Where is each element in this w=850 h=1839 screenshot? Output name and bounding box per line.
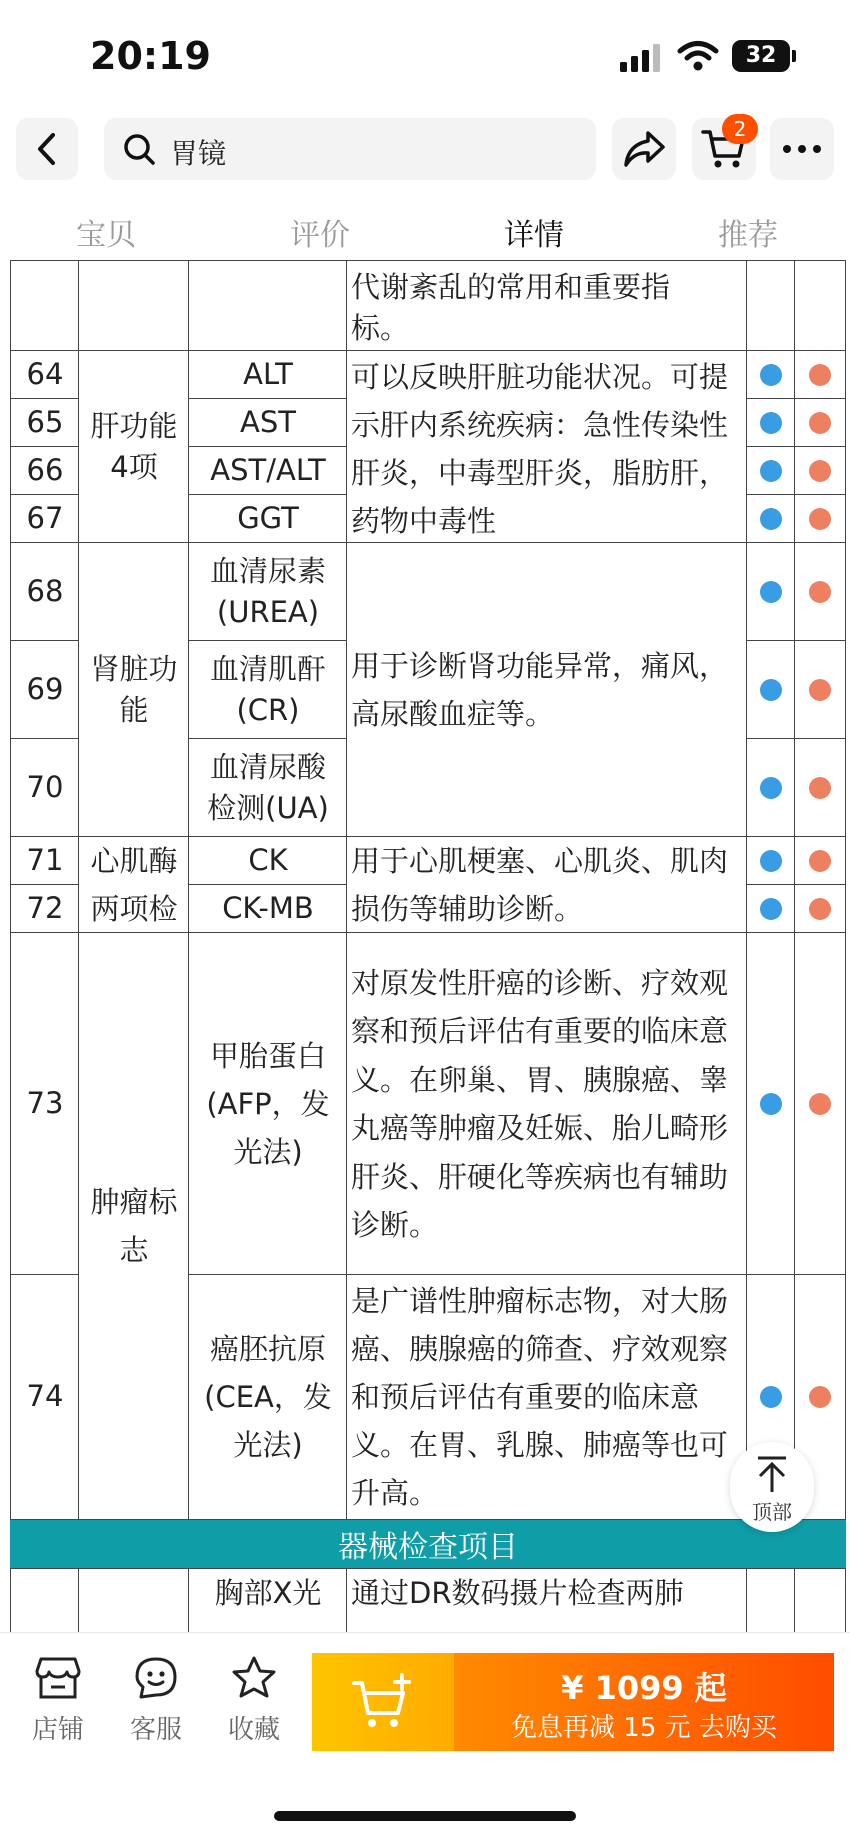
chevron-left-icon: [32, 132, 62, 166]
blue-dot: [760, 1386, 782, 1408]
row-number: 68: [10, 542, 80, 642]
table-cell: [188, 260, 348, 352]
share-icon: [622, 129, 666, 169]
blue-dot: [760, 460, 782, 482]
dot-cell: [794, 446, 846, 496]
item-name: 血清尿酸 检测(UA): [188, 738, 348, 838]
blue-dot: [760, 412, 782, 434]
detail-content: [0, 269, 850, 1632]
row-number: 72: [10, 884, 80, 934]
battery-indicator: 32: [732, 40, 790, 72]
group-tumor: 肿瘤标 志: [78, 932, 190, 1520]
dot-cell: [794, 398, 846, 448]
search-text: 胃镜: [170, 137, 227, 170]
dot-cell: [746, 542, 796, 642]
status-bar: [0, 0, 850, 110]
row-number: 73: [10, 932, 80, 1276]
home-indicator: [274, 1811, 576, 1821]
blue-dot: [760, 679, 782, 701]
dot-cell: [746, 350, 796, 400]
search-bar[interactable]: [104, 118, 596, 180]
dot-cell: [746, 640, 796, 740]
dot-cell: [746, 494, 796, 544]
group-kidney: 肾脏功 能: [78, 542, 190, 838]
add-to-cart-button[interactable]: [312, 1653, 454, 1751]
orange-dot: [809, 364, 831, 386]
item-name: 血清肌酐 (CR): [188, 640, 348, 740]
dot-cell: [794, 542, 846, 642]
desc-heart: 用于心肌梗塞、心肌炎、肌肉损伤等辅助诊断。: [346, 836, 748, 934]
price-label: ¥ 1099 起: [561, 1669, 727, 1707]
dot-cell: [794, 640, 846, 740]
item-name: 甲胎蛋白 (AFP，发 光法): [188, 932, 348, 1276]
table-cell: [746, 260, 796, 352]
blue-dot: [760, 581, 782, 603]
top-nav: [0, 118, 850, 182]
battery-tip: [792, 50, 796, 62]
item-name: AST: [188, 398, 348, 448]
back-to-top-label: 顶部: [752, 1500, 792, 1524]
item-name: CK: [188, 836, 348, 886]
more-button[interactable]: [770, 118, 834, 180]
dot-cell: [794, 738, 846, 838]
dot-cell: [794, 494, 846, 544]
orange-dot: [809, 1093, 831, 1115]
store-icon: [35, 1655, 81, 1701]
dot-cell: [746, 932, 796, 1276]
blue-dot: [760, 508, 782, 530]
dot-cell: [794, 350, 846, 400]
blue-dot: [760, 777, 782, 799]
orange-dot: [809, 1386, 831, 1408]
blue-dot: [760, 364, 782, 386]
customer-service-button[interactable]: [116, 1655, 196, 1746]
row-number: 65: [10, 398, 80, 448]
row-number: 69: [10, 640, 80, 740]
desc-cea: 是广谱性肿瘤标志物，对大肠癌、胰腺癌的筛查、疗效观察和预后评估有重要的临床意义。在胃、乳腺、肺癌等也可升高。: [346, 1274, 748, 1520]
add-cart-icon: [352, 1673, 414, 1731]
product-tabs: [0, 210, 850, 266]
arrow-up-icon: [752, 1454, 792, 1494]
customer-service-label: 客服: [129, 1715, 182, 1745]
row-number: 64: [10, 350, 80, 400]
table-cell: [10, 260, 80, 352]
orange-dot: [809, 850, 831, 872]
desc-kidney: 用于诊断肾功能异常，痛风，高尿酸血症等。: [346, 542, 748, 838]
orange-dot: [809, 898, 831, 920]
row-number: 70: [10, 738, 80, 838]
desc-liver: 可以反映肝脏功能状况。可提示肝内系统疾病：急性传染性肝炎，中毒型肝炎，脂肪肝，药物中毒性: [346, 350, 748, 544]
blue-dot: [760, 1093, 782, 1115]
section-header-equipment: 器械检查项目: [10, 1520, 846, 1568]
cellular-signal-icon: [620, 44, 664, 72]
table-cell: [794, 260, 846, 352]
wifi-icon: [678, 40, 718, 72]
item-name: ALT: [188, 350, 348, 400]
tab-reviews[interactable]: 评价: [290, 218, 350, 253]
item-name: AST/ALT: [188, 446, 348, 496]
back-button[interactable]: [16, 118, 78, 180]
item-name: 癌胚抗原 (CEA，发 光法): [188, 1274, 348, 1520]
dot-cell: [794, 836, 846, 886]
item-name: CK-MB: [188, 884, 348, 934]
row-number: 67: [10, 494, 80, 544]
item-name: GGT: [188, 494, 348, 544]
bottom-action-bar: [0, 1632, 850, 1839]
orange-dot: [809, 508, 831, 530]
desc-dr: 通过DR数码摄片检查两肺: [346, 1568, 748, 1678]
dot-cell: [746, 446, 796, 496]
cart-count-badge: 2: [722, 114, 758, 144]
table-cell: [78, 260, 190, 352]
more-dots-icon: [782, 144, 822, 154]
favorite-label: 收藏: [227, 1715, 280, 1745]
orange-dot: [809, 460, 831, 482]
tab-details[interactable]: 详情: [504, 218, 564, 253]
buy-button-group: [312, 1653, 834, 1751]
partial-desc-line1: 代谢紊乱的常用和重要指: [351, 269, 671, 304]
dot-cell: [746, 738, 796, 838]
orange-dot: [809, 581, 831, 603]
tab-item[interactable]: 宝贝: [76, 218, 136, 253]
store-button[interactable]: [18, 1655, 98, 1746]
row-number: 66: [10, 446, 80, 496]
status-time: 20:19: [90, 34, 211, 78]
star-icon: [231, 1655, 277, 1701]
dot-cell: [746, 836, 796, 886]
partial-desc-line2: 标。: [351, 310, 410, 345]
store-label: 店铺: [31, 1715, 84, 1745]
dot-cell: [794, 932, 846, 1276]
partial-desc-cell: [346, 260, 748, 352]
blue-dot: [760, 898, 782, 920]
row-number: 74: [10, 1274, 80, 1520]
dot-cell: [794, 884, 846, 934]
group-liver: 肝功能 4项: [78, 350, 190, 544]
dot-cell: [746, 884, 796, 934]
blue-dot: [760, 850, 782, 872]
promo-label: 免息再减 15 元 去购买: [511, 1713, 777, 1743]
favorite-button[interactable]: [214, 1655, 294, 1746]
search-icon: [122, 132, 156, 166]
buy-now-button[interactable]: [454, 1653, 834, 1751]
orange-dot: [809, 679, 831, 701]
tab-recommend[interactable]: 推荐: [718, 218, 778, 253]
dot-cell: [746, 398, 796, 448]
share-button[interactable]: [612, 118, 676, 180]
desc-afp: 对原发性肝癌的诊断、疗效观察和预后评估有重要的临床意义。在卵巢、胃、胰腺癌、睾丸癌等肿瘤及妊娠、胎儿畸形肝炎、肝硬化等疾病也有辅助诊断。: [346, 932, 748, 1276]
back-to-top-button[interactable]: [730, 1442, 814, 1532]
item-name: 胸部X光: [188, 1568, 348, 1678]
chat-face-icon: [133, 1655, 179, 1701]
group-heart: 心肌酶 两项检: [78, 836, 190, 934]
row-number: 71: [10, 836, 80, 886]
orange-dot: [809, 777, 831, 799]
orange-dot: [809, 412, 831, 434]
item-name: 血清尿素 (UREA): [188, 542, 348, 642]
